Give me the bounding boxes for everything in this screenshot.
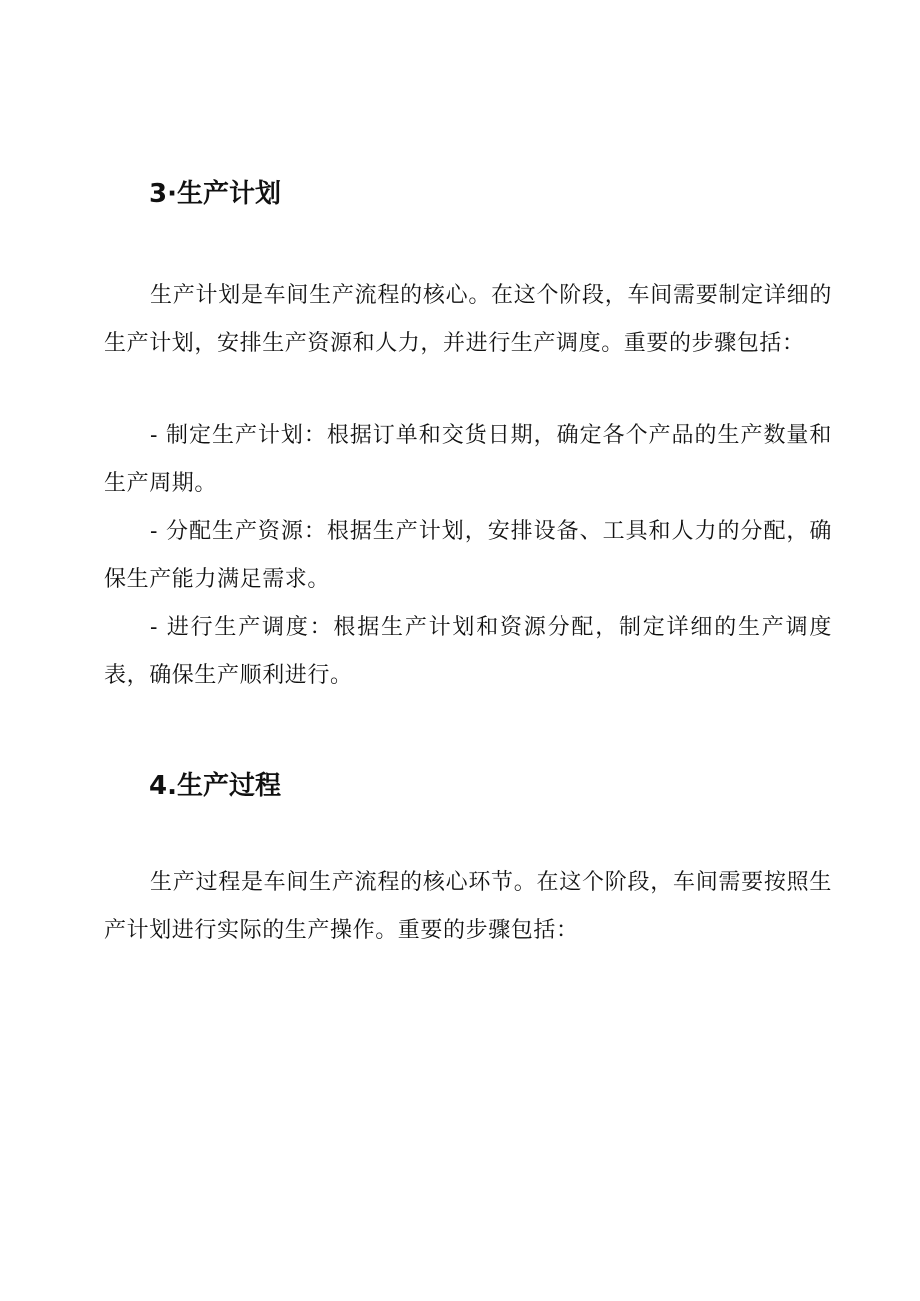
section-intro-production-process: 生产过程是车间生产流程的核心环节。在这个阶段，车间需要按照生产计划进行实际的生产操作。重要的步骤包括： bbox=[104, 870, 832, 943]
section-intro-production-plan: 生产计划是车间生产流程的核心。在这个阶段，车间需要制定详细的生产计划，安排生产资源和人力，并进行生产调度。重要的步骤包括： bbox=[104, 283, 832, 356]
list-item-allocate-resources: - 分配生产资源：根据生产计划，安排设备、工具和人力的分配，确保生产能力满足需求。 bbox=[104, 519, 832, 592]
section-heading-production-process: 4.生产过程 bbox=[149, 771, 281, 801]
section-heading-production-plan: 3·生产计划 bbox=[149, 179, 281, 209]
list-item-scheduling: - 进行生产调度：根据生产计划和资源分配，制定详细的生产调度表，确保生产顺利进行。 bbox=[104, 615, 832, 688]
list-item-make-plan: - 制定生产计划：根据订单和交货日期，确定各个产品的生产数量和生产周期。 bbox=[104, 423, 832, 496]
